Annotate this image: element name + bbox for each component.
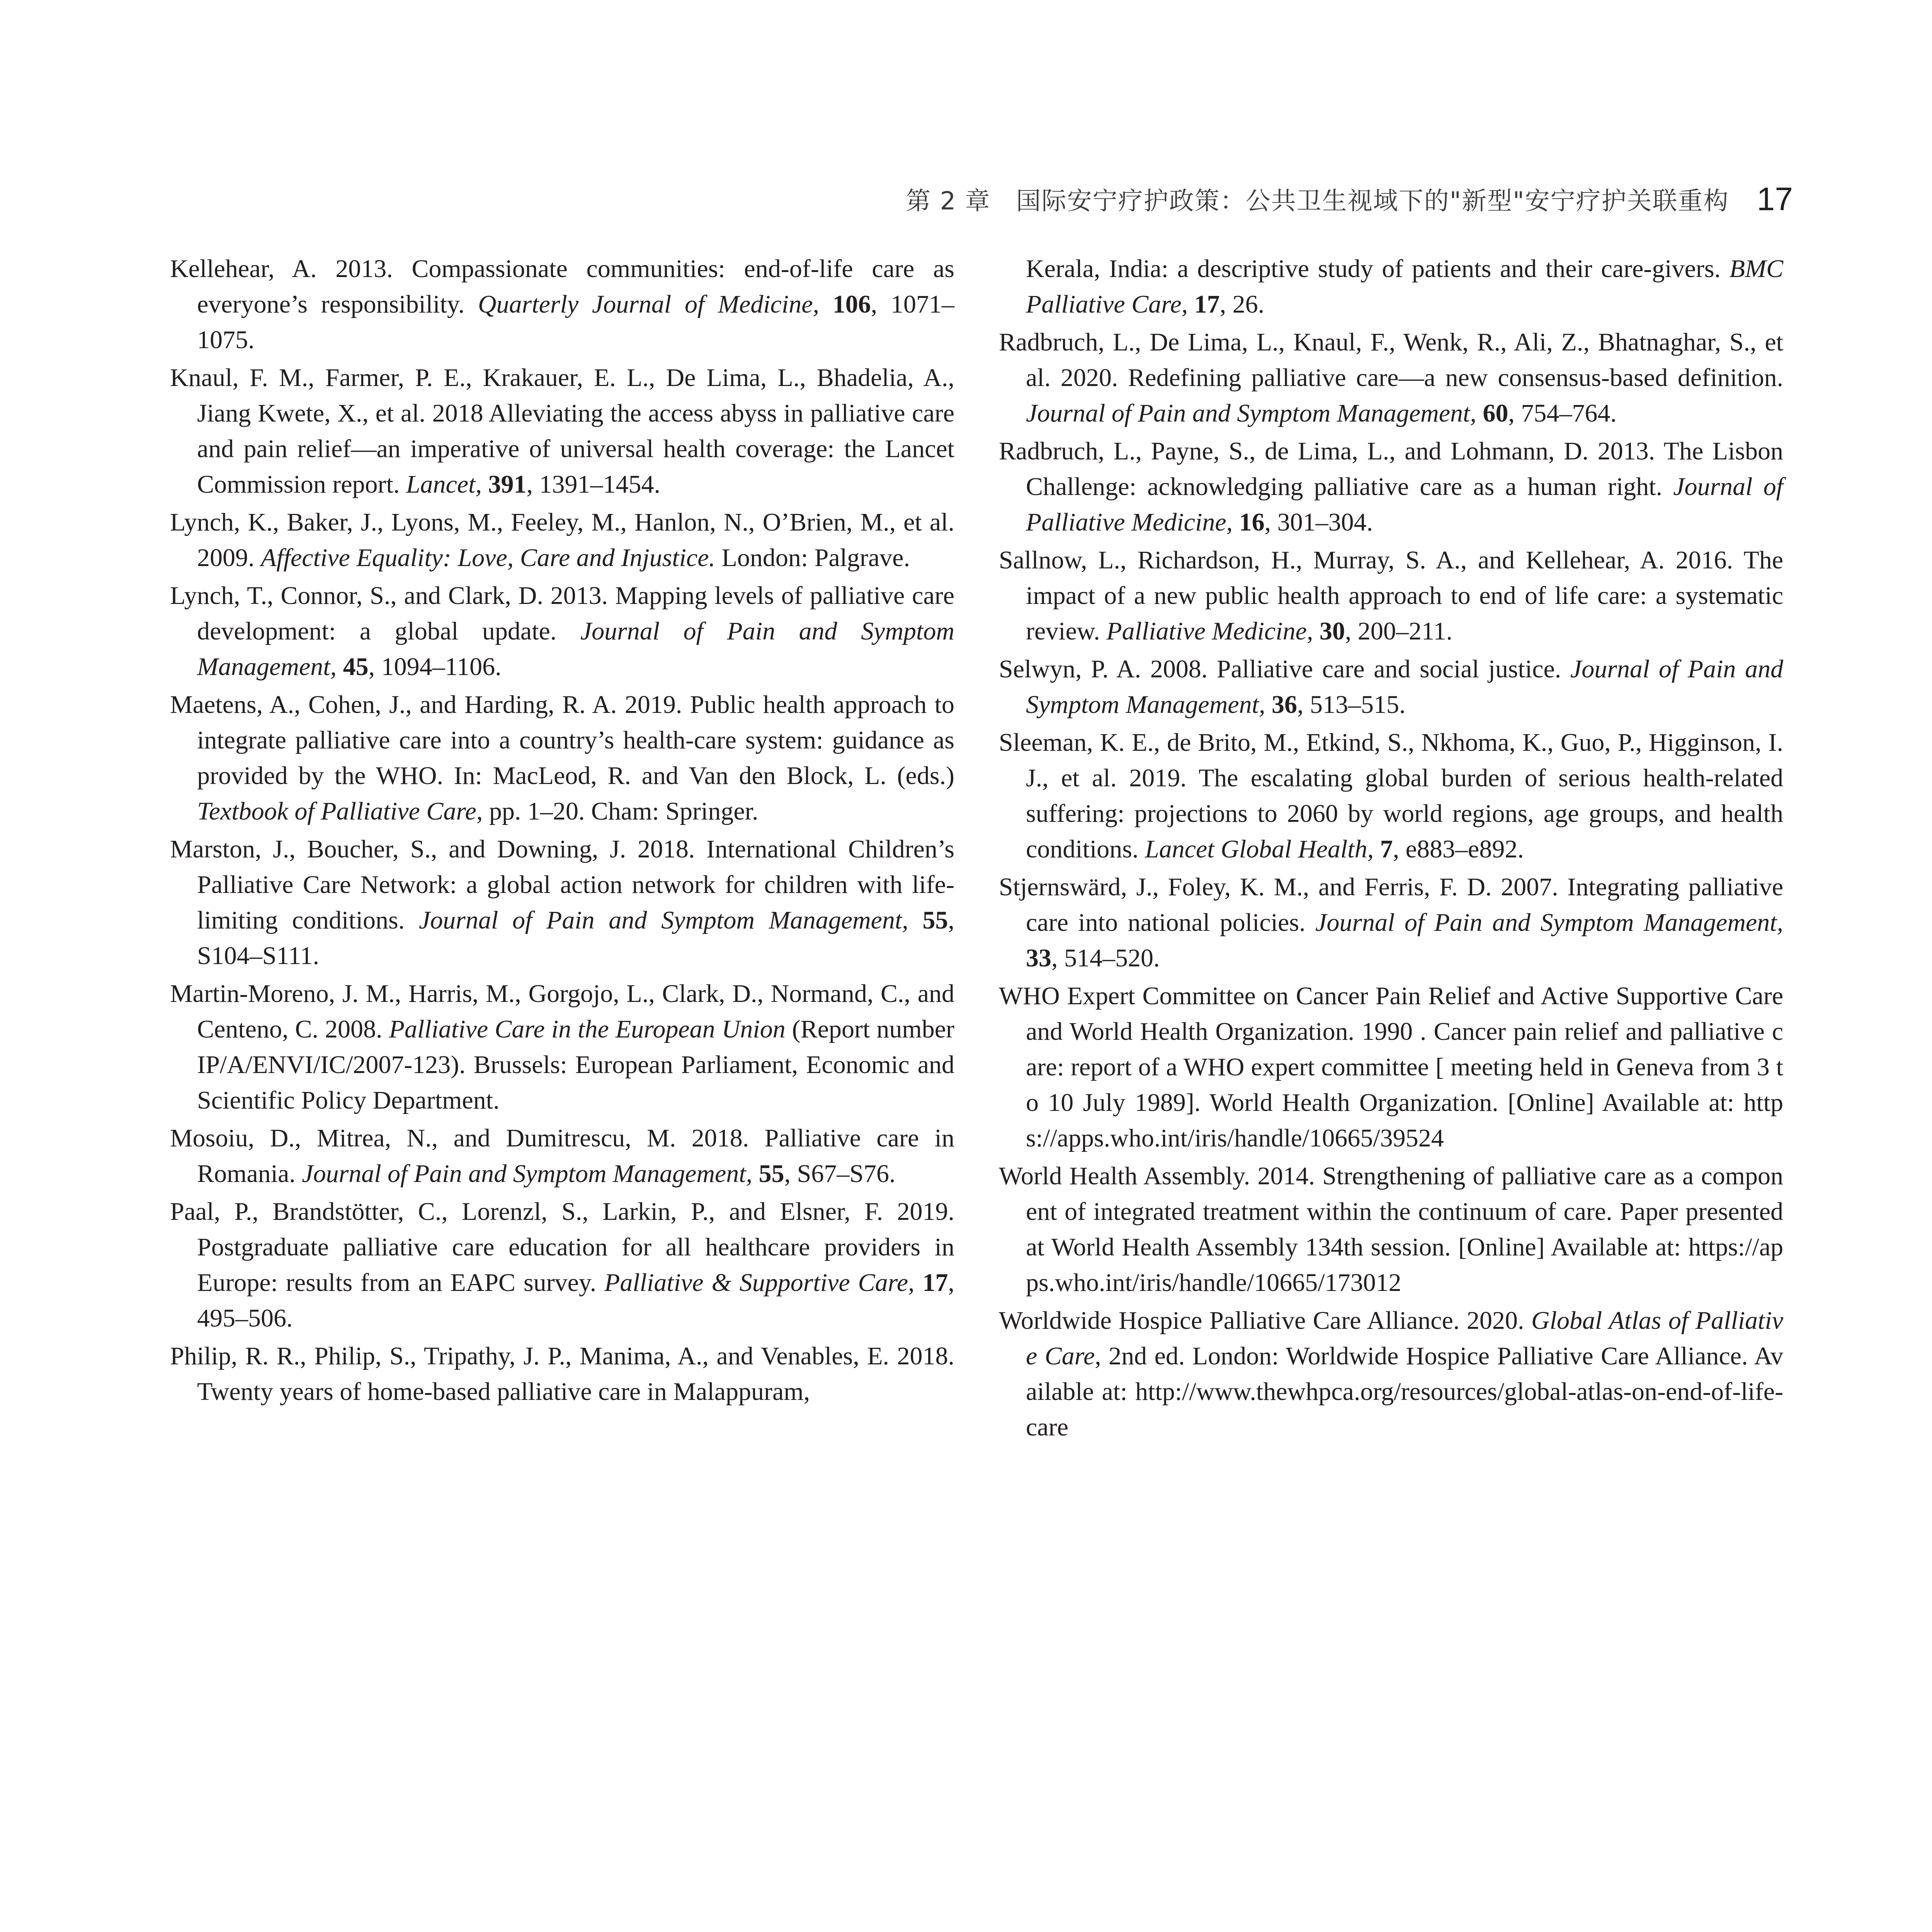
reference-entry: Radbruch, L., Payne, S., de Lima, L., and Lohmann, D. 2013. The Lisbon Challenge: acknowledging palliative care as a human right. Journal of Palliative Medicine, 16, 301–304. bbox=[999, 437, 1783, 536]
reference-entry: World Health Assembly. 2014. Strengthening of palliative care as a component of integrated treatment within the continuum of care. Paper presented at World Health Assembly 134th session. [Online] Available at: https://apps.who.int/iris/handle/10665/173012 bbox=[999, 1162, 1783, 1297]
page-header bbox=[804, 178, 1793, 220]
reference-entry: Sleeman, K. E., de Brito, M., Etkind, S., Nkhoma, K., Guo, P., Higginson, I. J., et al. 2019. The escalating global burden of serious health-related suffering: projections to 2060 by world regions, age groups, and health conditions. Lancet Global Health, 7, e883–e892. bbox=[999, 728, 1783, 863]
page-number: 17 bbox=[1757, 180, 1793, 217]
reference-entry: Worldwide Hospice Palliative Care Alliance. 2020. Global Atlas of Palliative Care, 2nd ed. London: Worldwide Hospice Palliative Care Alliance. Available at: http://www.thewhpca.org/resources/global-atlas-on-end-of-life-care bbox=[999, 1306, 1783, 1441]
reference-entry: Marston, J., Boucher, S., and Downing, J. 2018. International Children’s Palliative Care Network: a global action network for children with life-limiting conditions. Journal of Pain and Symptom Management, 55, S104–S111. bbox=[170, 835, 955, 970]
reference-entry: Martin-Moreno, J. M., Harris, M., Gorgojo, L., Clark, D., Normand, C., and Centeno, C. 2008. Palliative Care in the European Union (Report number IP/A/ENVI/IC/2007-123). Brussels: European Parliament, Economic and Scientific Policy Department. bbox=[170, 980, 955, 1114]
reference-entry-continued: Kerala, India: a descriptive study of patients and their care-givers. BMC Palliative Care, 17, 26. bbox=[1026, 255, 1783, 318]
reference-entry: Maetens, A., Cohen, J., and Harding, R. A. 2019. Public health approach to integrate palliative care into a country’s health-care system: guidance as provided by the WHO. In: MacLeod, R. and Van den Block, L. (eds.) Textbook of Palliative Care, pp. 1–20. Cham: Springer. bbox=[170, 690, 954, 825]
reference-entry: Radbruch, L., De Lima, L., Knaul, F., Wenk, R., Ali, Z., Bhatnaghar, S., et al. 2020. Redefining palliative care—a new consensus-based definition. Journal of Pain and Symptom Management, 60, 754–764. bbox=[999, 328, 1783, 427]
reference-list-right-column bbox=[999, 251, 1783, 1447]
reference-entry: Stjernswärd, J., Foley, K. M., and Ferris, F. D. 2007. Integrating palliative care into national policies. Journal of Pain and Symptom Management, 33, 514–520. bbox=[999, 873, 1783, 972]
reference-entry: Selwyn, P. A. 2008. Palliative care and social justice. Journal of Pain and Symptom Management, 36, 513–515. bbox=[999, 655, 1783, 719]
reference-entry: Lynch, K., Baker, J., Lyons, M., Feeley, M., Hanlon, N., O’Brien, M., et al. 2009. Affective Equality: Love, Care and Injustice. London: Palgrave. bbox=[170, 508, 954, 572]
reference-entry: WHO Expert Committee on Cancer Pain Relief and Active Supportive Care and World Health Organization. 1990 . Cancer pain relief and palliative care: report of a WHO expert committee [ meeting held in Geneva from 3 to 10 July 1989]. World Health Organization. [Online] Available at: https://apps.who.int/iris/handle/10665/39524 bbox=[999, 982, 1783, 1152]
reference-entry: Kellehear, A. 2013. Compassionate communities: end-of-life care as everyone’s responsibility. Quarterly Journal of Medicine, 106, 1071–1075. bbox=[170, 255, 955, 354]
reference-entry: Sallnow, L., Richardson, H., Murray, S. A., and Kellehear, A. 2016. The impact of a new public health approach to end of life care: a systematic review. Palliative Medicine, 30, 200–211. bbox=[999, 546, 1783, 645]
reference-entry: Lynch, T., Connor, S., and Clark, D. 2013. Mapping levels of palliative care development: a global update. Journal of Pain and Symptom Management, 45, 1094–1106. bbox=[170, 582, 954, 681]
reference-entry: Knaul, F. M., Farmer, P. E., Krakauer, E. L., De Lima, L., Bhadelia, A., Jiang Kwete, X., et al. 2018 Alleviating the access abyss in palliative care and pain relief—an imperative of universal health coverage: the Lancet Commission report. Lancet, 391, 1391–1454. bbox=[170, 364, 954, 498]
reference-entry: Philip, R. R., Philip, S., Tripathy, J. P., Manima, A., and Venables, E. 2018. Twenty years of home-based palliative care in Malappuram, bbox=[170, 1342, 954, 1406]
reference-entry: Paal, P., Brandstötter, C., Lorenzl, S., Larkin, P., and Elsner, F. 2019. Postgraduate palliative care education for all healthcare providers in Europe: results from an EAPC survey. Palliative & Supportive Care, 17, 495–506. bbox=[170, 1197, 955, 1332]
reference-list-left-column bbox=[170, 251, 954, 1412]
running-title: 第 2 章 国际安宁疗护政策：公共卫生视域下的"新型"安宁疗护关联重构 bbox=[906, 187, 1729, 216]
reference-entry: Mosoiu, D., Mitrea, N., and Dumitrescu, M. 2018. Palliative care in Romania. Journal of Pain and Symptom Management, 55, S67–S76. bbox=[170, 1124, 954, 1188]
